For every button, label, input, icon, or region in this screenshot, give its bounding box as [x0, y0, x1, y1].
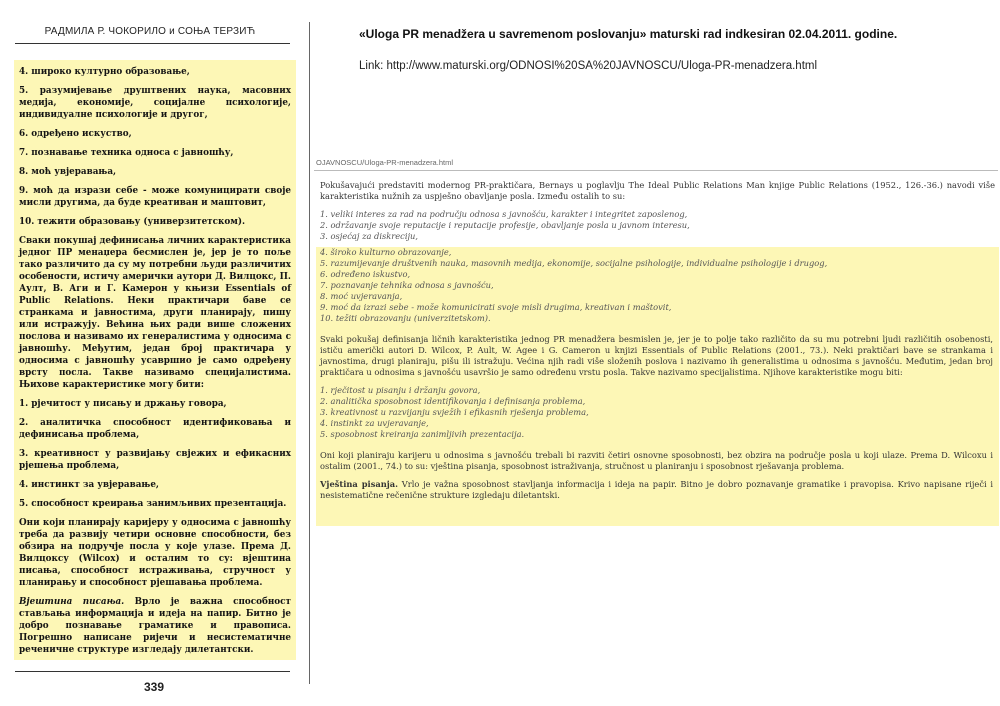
- paragraph: 9. моћ да изрази себе - може комуницирати своје мисли другима, да буде креативан и маштовит,: [19, 186, 291, 208]
- web-text-highlighted: [316, 247, 999, 526]
- skills-list: [320, 385, 993, 440]
- list-item: 9. moć da izrazi sebe - može komunicirati svoje misli drugima, kreativan i maštovit,: [320, 302, 672, 312]
- paragraph: 5. способност креирања занимљивих презентација.: [19, 499, 287, 509]
- paragraph: Oni koji planiraju karijeru u odnosima s javnošću trebali bi razviti četiri osnovne sposobnosti, bez obzira na područje posla u koji ulaze. Prema D. Wilcoxu i ostalim (2001., 74.) to su: vještina pisanja, sposobnost istraživanja, stručnost u planiranju i sposobnost rješavanja problema.: [320, 450, 993, 471]
- list-item: 5. razumijevanje društvenih nauka, masovnih medija, ekonomije, socijalne psihologije, individualne psihologije i drugog,: [320, 258, 828, 268]
- paragraph: Они који планирају каријеру у односима с јавношћу треба да развију четири основне способности, без обзира на подручје посла у које улазе. Према Д. Вилцоксу (Wilcox) и осталим то су: вјештина писања, способност истраживања, стручност у планирању и способност рјешавања проблема.: [19, 518, 291, 588]
- characteristics-list: [320, 209, 995, 242]
- list-item: 5. sposobnost kreiranja zanimljivih prezentacija.: [320, 429, 525, 439]
- intro-paragraph: Pokušavajući predstaviti modernog PR-praktičara, Bernays u poglavlju The Ideal Public Relations Man knjige Public Relations (1952., 126.-36.) navodi više karakteristika nužnih za uspješno obavljanje posla. Između ostalih to su:: [320, 180, 995, 201]
- list-item: 3. kreativnost u razvijanju svježih i efikasnih rješenja problema,: [320, 407, 589, 417]
- list-item: 1. rječitost u pisanju i držanju govora,: [320, 385, 481, 395]
- paragraph: Svaki pokušaj definisanja ličnih karakteristika jednog PR menadžera besmislen je, jer je to polje tako različito da su mu potrebni ljudi različitih osobenosti, ističu američki autori D. Wilcox, P. Ault, W. Agee i G. Cameron u knjizi Essentials of Public Relations (2001., 73.). Neki praktičari bave se strankama i javnostima, drugi planiraju, pišu ili istražuju. Većina njih radi više složenih poslova i nazivamo ih generalistima u odnosima s javnošću. Međutim, jedan broj praktičara u odnosima s javnošću usavršio je samo određenu vrstu posla. Takve nazivamo specijalistima. Njihove karakteristike mogu biti:: [320, 334, 993, 377]
- list-item: 2. analitička sposobnost identifikovanja i definisanja problema,: [320, 396, 586, 406]
- paragraph-text: Vrlo je važna sposobnost stavljanja informacija i ideja na papir. Bitno je dobro poznavanje gramatike i pravopisa. Krivo napisane riječi i nesistematične rečenične strukture izgledaju diletantski.: [320, 479, 993, 500]
- index-notice-heading: «Uloga PR menadžera u savremenom poslovanju» maturski rad indkesiran 02.04.2011. godine.: [359, 27, 898, 41]
- header-rule: [15, 43, 290, 44]
- paragraph: Сваки покушај дефинисања личних карактеристика једног ПР менаџера бесмислен је, јер је то поље тако различито да су му потребни људи различитих особености, истичу амерички аутори Д. Вилцокс, П. Аулт, В. Аги и Г. Камерон у књизи Essentials of Public Relations. Неки практичари баве се странкама и јавностима, други планирају, пишу или истражују. Већина њих ради више сложених послова и називамо их генералистима у односима с јавношћу. Међутим, један број практичара у односима с јавношћу усавршио је само одређену врсту посла. Такве називамо специјалистима. Њихове карактеристике могу бити:: [19, 236, 291, 390]
- browser-url-text: OJAVNOSCU/Uloga-PR-menadzera.html: [316, 158, 453, 167]
- spacer: [320, 324, 993, 334]
- paragraph: 4. инстинкт за увјеравање,: [19, 480, 159, 490]
- paragraph-lead: Вјештина писања.: [19, 597, 125, 607]
- list-item: 10. težiti obrazovanju (univerzitetskom).: [320, 313, 491, 323]
- url-rule: [314, 170, 998, 171]
- list-item: 4. široko kulturno obrazovanje,: [320, 247, 452, 257]
- list-item: 7. poznavanje tehnika odnosa s javnošću,: [320, 280, 494, 290]
- list-item: 8. moć uvjeravanja,: [320, 291, 403, 301]
- paragraph: 1. рјечитост у писању и држању говора,: [19, 399, 227, 409]
- page-number: 339: [143, 680, 165, 694]
- paragraph: 6. одређено искуство,: [19, 129, 132, 139]
- right-page-web-capture: [310, 0, 1000, 706]
- web-text-unhighlighted: [320, 180, 995, 242]
- paragraph: 4. широко културно образовање,: [19, 67, 190, 77]
- paragraph: 3. креативност у развијању свјежих и ефикасних рјешења проблема,: [19, 449, 291, 471]
- paragraph: 8. моћ увјеравања,: [19, 167, 117, 177]
- left-page-scan: [0, 0, 305, 706]
- list-item: 4. instinkt za uvjeravanje,: [320, 418, 429, 428]
- paragraph-text: Врло је важна способност стављања информација и идеја на папир. Битно је добро познавање граматике и правописа. Погрешно написане ријечи и несистематичне реченичне структуре изгледају дилетантски.: [19, 597, 291, 655]
- list-item: 2. održavanje svoje reputacije i reputacije profesije, obavljanje posla u javnom interesu,: [320, 220, 690, 230]
- footer-rule: [15, 671, 290, 672]
- characteristics-list-continued: [320, 247, 993, 324]
- source-link[interactable]: Link: http://www.maturski.org/ODNOSI%20SA%20JAVNOSCU/Uloga-PR-menadzera.html: [359, 60, 818, 72]
- paragraph-lead: Vještina pisanja.: [320, 479, 399, 489]
- paragraph: 10. тежити образовању (универзитетском).: [19, 217, 246, 227]
- paragraph: 7. познавање техника односа с јавношћу,: [19, 148, 234, 158]
- paragraph: 2. аналитичка способност идентификовања и дефинисања проблема,: [19, 418, 291, 440]
- highlighted-body-text: [14, 60, 296, 660]
- paragraph: [320, 479, 993, 501]
- running-head: РАДМИЛА Р. ЧОКОРИЛО и СОЊА ТЕРЗИЋ: [44, 26, 256, 37]
- paragraph: [19, 596, 291, 656]
- spacer: [320, 440, 993, 450]
- list-item: 6. određeno iskustvo,: [320, 269, 411, 279]
- list-item: 3. osjećaj za diskreciju,: [320, 231, 419, 241]
- paragraph: 5. разумијевање друштвених наука, масовних медија, економије, социјалне психологије, индивидуалне психологије и другог,: [19, 86, 291, 120]
- list-item: 1. veliki interes za rad na području odnosa s javnošću, karakter i integritet zaposlenog,: [320, 209, 688, 219]
